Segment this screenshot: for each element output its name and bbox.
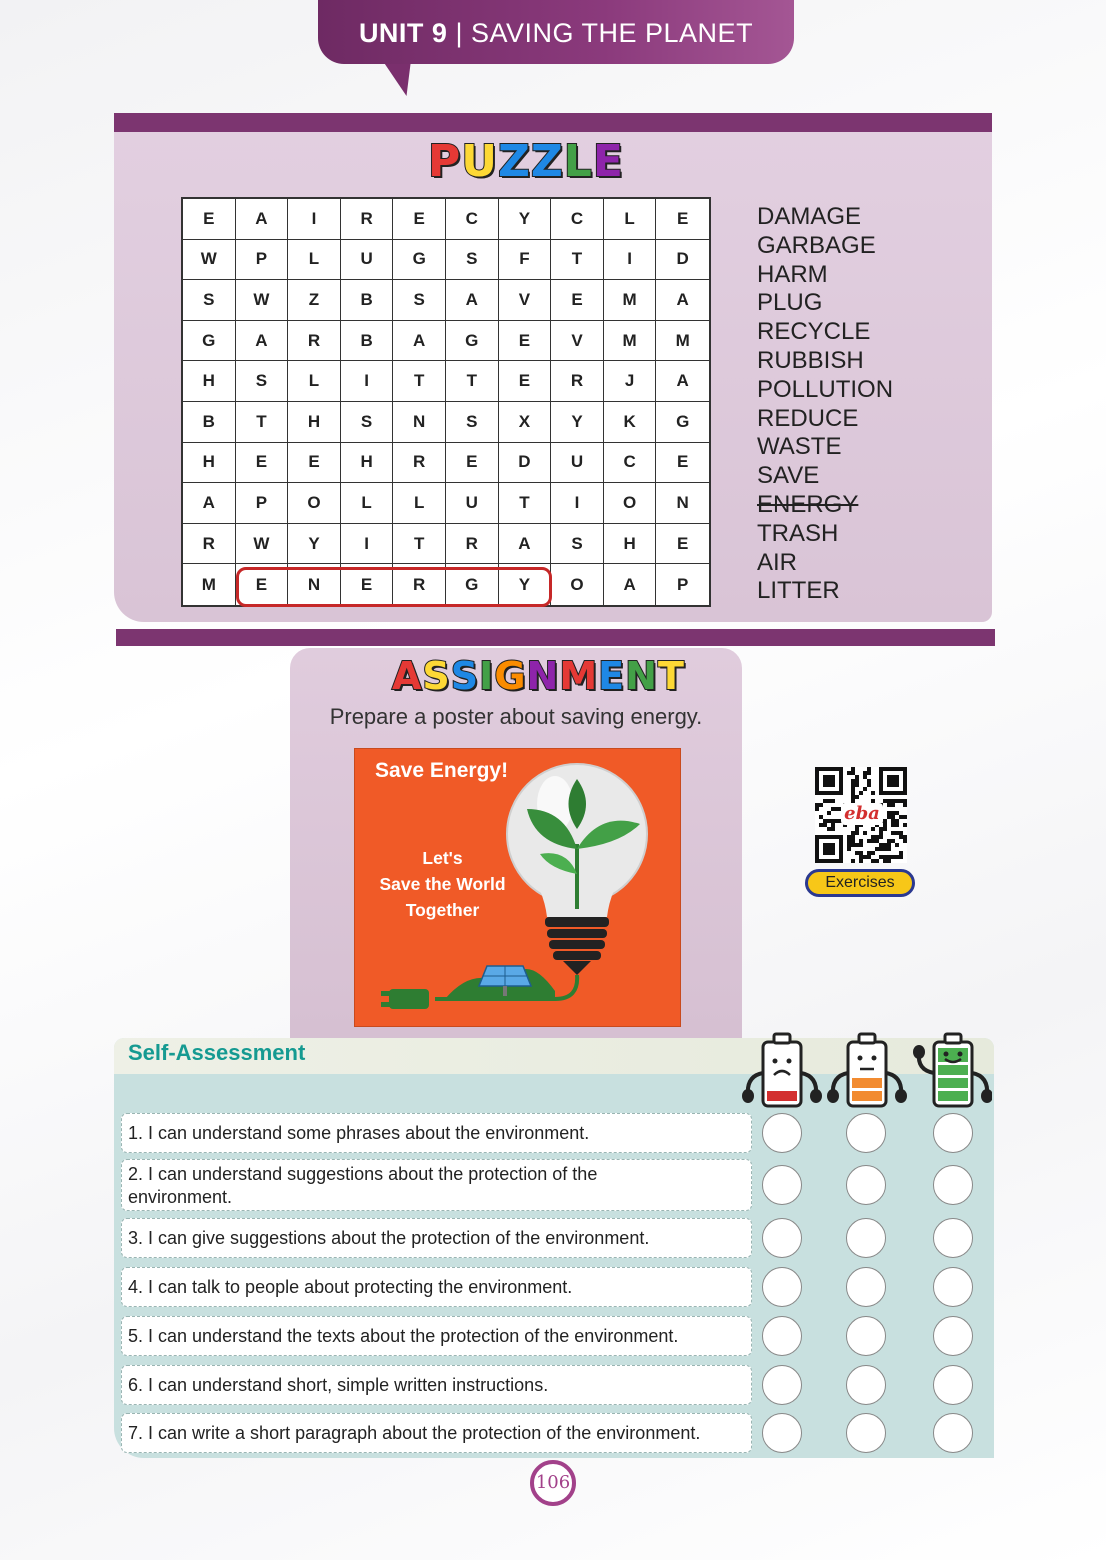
grid-cell[interactable]: H	[183, 443, 236, 484]
poster-title: Save Energy!	[375, 759, 509, 782]
grid-cell[interactable]: V	[551, 321, 604, 362]
assessment-statement: 6. I can understand short, simple written instructions.	[121, 1365, 752, 1405]
grid-cell[interactable]: H	[341, 443, 394, 484]
grid-cell[interactable]: E	[236, 443, 289, 484]
rating-circle-medium[interactable]	[846, 1165, 886, 1205]
word-list-item: PLUG	[757, 289, 823, 317]
exercises-link-button[interactable]: Exercises	[805, 869, 915, 897]
puzzle-title-letter: Z	[530, 136, 564, 187]
grid-cell[interactable]: D	[499, 443, 552, 484]
word-list-item: AIR	[757, 548, 798, 576]
assignment-instruction: Prepare a poster about saving energy.	[329, 704, 703, 729]
medium-battery-neutral-icon	[827, 1034, 907, 1106]
puzzle-title-letter: Z	[497, 136, 531, 187]
grid-cell[interactable]: A	[183, 483, 236, 524]
grid-cell[interactable]: I	[341, 361, 394, 402]
rating-circle-low[interactable]	[762, 1316, 802, 1356]
assessment-statement: 1. I can understand some phrases about the environment.	[121, 1113, 752, 1153]
grid-cell[interactable]: T	[499, 483, 552, 524]
rating-circle-medium[interactable]	[846, 1365, 886, 1405]
puzzle-title-letter: U	[461, 136, 498, 187]
grid-cell[interactable]: E	[499, 321, 552, 362]
grid-cell[interactable]: F	[499, 240, 552, 281]
rating-circle-medium[interactable]	[846, 1218, 886, 1258]
assignment-title-letter: N	[526, 654, 560, 698]
assignment-title-letter: G	[494, 654, 527, 698]
poster-slogan-line: Let's	[422, 848, 463, 868]
grid-cell[interactable]: H	[604, 524, 657, 565]
found-word-highlight	[236, 567, 552, 607]
puzzle-title	[428, 136, 624, 187]
rating-circle-high[interactable]	[933, 1165, 973, 1205]
grid-cell[interactable]: C	[604, 443, 657, 484]
grid-cell[interactable]: A	[656, 361, 709, 402]
rating-circle-low[interactable]	[762, 1113, 802, 1153]
grid-cell[interactable]: U	[551, 443, 604, 484]
grid-cell[interactable]: T	[446, 361, 499, 402]
grid-cell[interactable]: I	[288, 199, 341, 240]
word-list	[757, 203, 893, 606]
assignment-title-letter: S	[422, 654, 451, 698]
grid-cell[interactable]: B	[341, 280, 394, 321]
assignment-title-letter: I	[479, 654, 495, 698]
grid-cell[interactable]: T	[393, 361, 446, 402]
grid-cell[interactable]: U	[446, 483, 499, 524]
grid-cell[interactable]: S	[183, 280, 236, 321]
word-list-item: GARBAGE	[757, 231, 876, 259]
grid-cell[interactable]: S	[393, 280, 446, 321]
grid-cell[interactable]: U	[341, 240, 394, 281]
battery-rating-icons	[742, 1028, 992, 1114]
grid-cell[interactable]: Y	[288, 524, 341, 565]
rating-circle-low[interactable]	[762, 1165, 802, 1205]
grid-cell[interactable]: Y	[499, 564, 552, 605]
grid-cell[interactable]: A	[236, 199, 289, 240]
low-battery-sad-icon	[742, 1034, 822, 1106]
assessment-statement: 7. I can write a short paragraph about the protection of the environment.	[121, 1413, 752, 1453]
assessment-statement: 4. I can talk to people about protecting the environment.	[121, 1267, 752, 1307]
word-list-item: RUBBISH	[757, 346, 864, 374]
full-battery-happy-icon	[913, 1034, 992, 1106]
grid-cell[interactable]: P	[236, 483, 289, 524]
rating-circle-low[interactable]	[762, 1267, 802, 1307]
grid-cell[interactable]: T	[551, 240, 604, 281]
grid-cell[interactable]: C	[551, 199, 604, 240]
grid-cell[interactable]: A	[446, 280, 499, 321]
grid-cell[interactable]: R	[393, 564, 446, 605]
word-list-item: WASTE	[757, 433, 842, 461]
grid-cell[interactable]: E	[183, 199, 236, 240]
word-list-item: SAVE	[757, 462, 820, 490]
word-list-item: POLLUTION	[757, 375, 894, 403]
grid-cell[interactable]: L	[393, 483, 446, 524]
grid-cell[interactable]: N	[656, 483, 709, 524]
rating-circle-high[interactable]	[933, 1316, 973, 1356]
assignment-title-letter: A	[392, 654, 423, 698]
grid-cell[interactable]: S	[446, 240, 499, 281]
rating-circle-low[interactable]	[762, 1365, 802, 1405]
grid-cell[interactable]: X	[499, 402, 552, 443]
grid-cell[interactable]: H	[288, 402, 341, 443]
grid-cell[interactable]: E	[499, 361, 552, 402]
grid-cell[interactable]: S	[341, 402, 394, 443]
poster-slogan-line: Save the World	[379, 874, 506, 894]
word-list-item: RECYCLE	[757, 318, 871, 346]
word-list-item: HARM	[757, 260, 828, 288]
puzzle-title-letter: P	[428, 136, 462, 187]
word-search-grid	[181, 197, 711, 607]
grid-cell[interactable]: S	[236, 361, 289, 402]
assignment-title	[392, 654, 685, 698]
word-list-item: REDUCE	[757, 404, 859, 432]
word-list-item: TRASH	[757, 519, 839, 547]
grid-cell[interactable]: P	[236, 240, 289, 281]
grid-cell[interactable]: S	[446, 402, 499, 443]
grid-cell[interactable]: O	[604, 483, 657, 524]
grid-cell[interactable]: K	[604, 402, 657, 443]
grid-cell[interactable]: I	[341, 524, 394, 565]
grid-cell[interactable]: T	[393, 524, 446, 565]
grid-cell[interactable]: E	[551, 280, 604, 321]
grid-cell[interactable]: B	[183, 402, 236, 443]
grid-cell[interactable]: G	[446, 564, 499, 605]
grid-cell[interactable]: A	[393, 321, 446, 362]
grid-cell[interactable]: R	[446, 524, 499, 565]
rating-circle-medium[interactable]	[846, 1413, 886, 1453]
grid-cell[interactable]: L	[288, 361, 341, 402]
puzzle-top-bar	[114, 113, 992, 132]
grid-cell[interactable]: W	[236, 280, 289, 321]
grid-cell[interactable]: E	[236, 564, 289, 605]
grid-cell[interactable]: R	[288, 321, 341, 362]
rating-circle-medium[interactable]	[846, 1113, 886, 1153]
unit-separator: |	[447, 18, 471, 48]
rating-circle-low[interactable]	[762, 1218, 802, 1258]
assignment-title-letter: M	[559, 654, 599, 698]
self-assessment-title: Self-Assessment	[128, 1040, 306, 1065]
rating-circle-medium[interactable]	[846, 1316, 886, 1356]
grid-cell[interactable]: B	[341, 321, 394, 362]
rating-circle-low[interactable]	[762, 1413, 802, 1453]
grid-cell[interactable]: R	[341, 199, 394, 240]
grid-cell[interactable]: A	[604, 564, 657, 605]
grid-cell[interactable]: G	[656, 402, 709, 443]
grid-cell[interactable]: E	[656, 443, 709, 484]
word-list-item: LITTER	[757, 577, 840, 605]
grid-cell[interactable]: G	[183, 321, 236, 362]
grid-cell[interactable]: Y	[551, 402, 604, 443]
rating-circle-high[interactable]	[933, 1413, 973, 1453]
unit-banner	[318, 0, 794, 64]
grid-cell[interactable]: A	[236, 321, 289, 362]
assignment-top-bar	[116, 629, 995, 646]
grid-cell[interactable]: E	[341, 564, 394, 605]
assignment-title-letter: S	[450, 654, 480, 698]
grid-cell[interactable]: T	[236, 402, 289, 443]
assessment-statement: 3. I can give suggestions about the protection of the environment.	[121, 1218, 752, 1258]
poster-slogan	[355, 845, 530, 923]
word-list-item: ENERGY	[757, 490, 859, 518]
grid-cell[interactable]: L	[604, 199, 657, 240]
grid-cell[interactable]: E	[288, 443, 341, 484]
rating-circle-high[interactable]	[933, 1267, 973, 1307]
rating-circle-high[interactable]	[933, 1113, 973, 1153]
grid-cell[interactable]: E	[393, 199, 446, 240]
grid-cell[interactable]: G	[446, 321, 499, 362]
grid-cell[interactable]: M	[183, 564, 236, 605]
grid-cell[interactable]: H	[183, 361, 236, 402]
grid-cell[interactable]: R	[551, 361, 604, 402]
grid-cell[interactable]: M	[604, 321, 657, 362]
assignment-title-letter: T	[657, 654, 685, 698]
grid-cell[interactable]: V	[499, 280, 552, 321]
rating-circle-high[interactable]	[933, 1218, 973, 1258]
grid-cell[interactable]: J	[604, 361, 657, 402]
grid-cell[interactable]: P	[677, 574, 689, 594]
assignment-title-letter: N	[625, 654, 658, 698]
grid-cell[interactable]: R	[183, 524, 236, 565]
rating-circle-medium[interactable]	[846, 1267, 886, 1307]
grid-cell[interactable]: L	[288, 240, 341, 281]
grid-cell[interactable]: S	[551, 524, 604, 565]
grid-cell[interactable]: M	[604, 280, 657, 321]
grid-cell[interactable]: A	[656, 280, 709, 321]
word-list-item: DAMAGE	[757, 203, 862, 230]
grid-cell[interactable]: O	[551, 564, 604, 605]
grid-cell[interactable]: L	[341, 483, 394, 524]
grid-cell[interactable]: Z	[288, 280, 341, 321]
grid-cell[interactable]: R	[393, 443, 446, 484]
grid-cell[interactable]: W	[236, 524, 289, 565]
assessment-statement: 5. I can understand the texts about the protection of the environment.	[121, 1316, 752, 1356]
grid-cell[interactable]: N	[393, 402, 446, 443]
grid-cell[interactable]: I	[604, 240, 657, 281]
grid-cell[interactable]: I	[551, 483, 604, 524]
unit-title: SAVING THE PLANET	[470, 18, 754, 48]
assignment-title-letter: E	[598, 654, 626, 698]
poster-slogan-line: Together	[405, 900, 480, 920]
grid-cell[interactable]: N	[288, 564, 341, 605]
puzzle-title-letter: E	[592, 136, 624, 187]
grid-cell[interactable]: M	[656, 321, 709, 362]
page-number: 106	[530, 1460, 576, 1506]
save-energy-poster	[354, 748, 681, 1027]
grid-cell[interactable]: O	[288, 483, 341, 524]
grid-cell[interactable]: D	[656, 240, 709, 281]
eba-logo: eba	[841, 803, 883, 825]
grid-cell[interactable]: E	[656, 524, 709, 565]
assessment-statement: 2. I can understand suggestions about the protection of the environment.	[121, 1159, 752, 1211]
unit-number: UNIT 9	[358, 18, 448, 48]
puzzle-title-letter: L	[563, 136, 593, 187]
grid-cell[interactable]: W	[183, 240, 236, 281]
grid-cell[interactable]: E	[656, 199, 709, 240]
grid-cell[interactable]: G	[393, 240, 446, 281]
rating-circle-high[interactable]	[933, 1365, 973, 1405]
grid-cell[interactable]: A	[499, 524, 552, 565]
grid-cell[interactable]: C	[446, 199, 499, 240]
grid-cell[interactable]: E	[446, 443, 499, 484]
grid-cell[interactable]: Y	[499, 199, 552, 240]
